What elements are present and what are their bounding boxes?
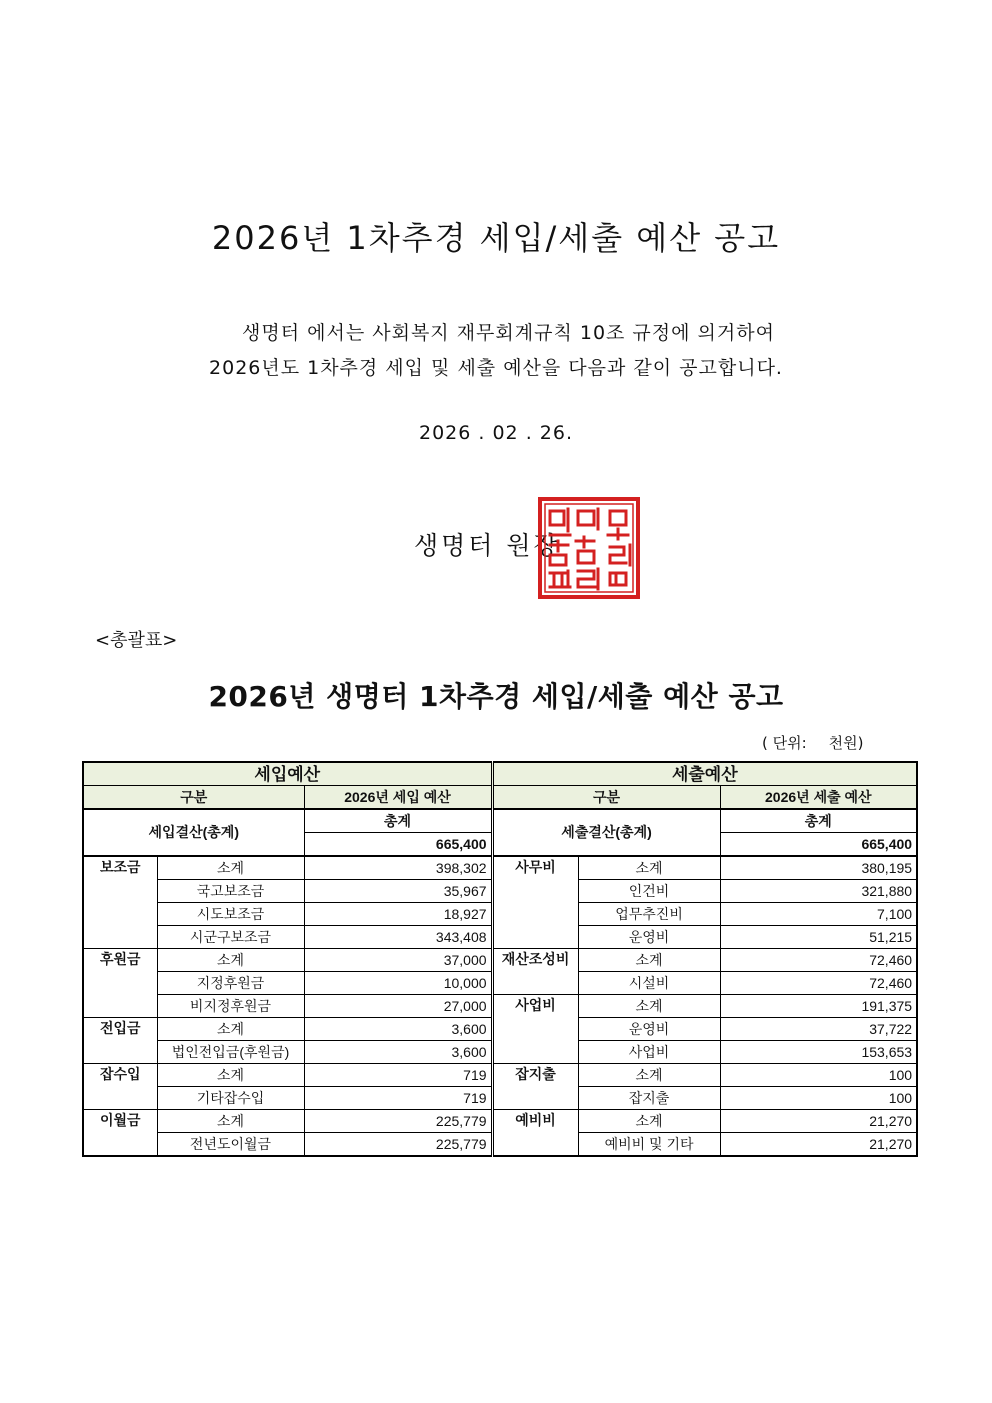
revenue-item: 소계 <box>157 1018 304 1041</box>
revenue-budget-header: 2026년 세입 예산 <box>304 786 492 810</box>
expense-item: 사업비 <box>578 1041 720 1064</box>
revenue-value: 27,000 <box>304 995 492 1018</box>
expense-value: 51,215 <box>720 926 917 949</box>
expense-value: 21,270 <box>720 1110 917 1133</box>
revenue-category: 전입금 <box>83 1018 157 1064</box>
expense-value: 37,722 <box>720 1018 917 1041</box>
revenue-item: 비지정후원금 <box>157 995 304 1018</box>
table-row <box>83 949 917 972</box>
revenue-category-header: 구분 <box>83 786 304 810</box>
revenue-item: 시도보조금 <box>157 903 304 926</box>
expense-budget-header: 2026년 세출 예산 <box>720 786 917 810</box>
expense-total-value: 665,400 <box>720 833 917 857</box>
revenue-item: 소계 <box>157 856 304 880</box>
expense-item: 소계 <box>578 995 720 1018</box>
expense-category: 사업비 <box>492 995 578 1064</box>
revenue-value: 719 <box>304 1064 492 1087</box>
summary-label: <총괄표> <box>95 630 178 651</box>
revenue-item: 국고보조금 <box>157 880 304 903</box>
revenue-item: 소계 <box>157 1064 304 1087</box>
table-row <box>83 856 917 880</box>
expense-item: 시설비 <box>578 972 720 995</box>
expense-value: 21,270 <box>720 1133 917 1157</box>
expense-value: 72,460 <box>720 949 917 972</box>
revenue-item: 시군구보조금 <box>157 926 304 949</box>
revenue-value: 225,779 <box>304 1133 492 1157</box>
revenue-category: 보조금 <box>83 856 157 949</box>
expense-section-header: 세출예산 <box>492 762 917 786</box>
revenue-value: 3,600 <box>304 1018 492 1041</box>
expense-item: 소계 <box>578 1110 720 1133</box>
revenue-value: 343,408 <box>304 926 492 949</box>
expense-item: 인건비 <box>578 880 720 903</box>
revenue-item: 소계 <box>157 949 304 972</box>
revenue-category: 잡수입 <box>83 1064 157 1110</box>
expense-value: 7,100 <box>720 903 917 926</box>
expense-category: 잡지출 <box>492 1064 578 1110</box>
unit-note-close: 천원) <box>828 734 864 752</box>
intro-line-2: 2026년도 1차추경 세입 및 세출 예산을 다음과 같이 공고합니다. <box>209 357 783 379</box>
expense-item: 소계 <box>578 1064 720 1087</box>
expense-value: 380,195 <box>720 856 917 880</box>
expense-item: 잡지출 <box>578 1087 720 1110</box>
expense-item: 소계 <box>578 856 720 880</box>
expense-category-header: 구분 <box>492 786 720 810</box>
table-row <box>83 1110 917 1133</box>
revenue-item: 전년도이월금 <box>157 1133 304 1157</box>
expense-total-word: 총계 <box>720 809 917 833</box>
revenue-item: 지정후원금 <box>157 972 304 995</box>
revenue-item: 소계 <box>157 1110 304 1133</box>
expense-item: 운영비 <box>578 1018 720 1041</box>
table-row <box>83 995 917 1018</box>
revenue-category: 이월금 <box>83 1110 157 1157</box>
revenue-total-value: 665,400 <box>304 833 492 857</box>
expense-total-label: 세출결산(총계) <box>492 809 720 856</box>
revenue-value: 37,000 <box>304 949 492 972</box>
table-title: 2026년 생명터 1차추경 세입/세출 예산 공고 <box>208 680 784 713</box>
unit-note-open: ( 단위: <box>762 734 807 752</box>
expense-item: 예비비 및 기타 <box>578 1133 720 1157</box>
expense-category: 재산조성비 <box>492 949 578 995</box>
revenue-value: 398,302 <box>304 856 492 880</box>
expense-value: 191,375 <box>720 995 917 1018</box>
signer-name: 생명터 원장 <box>414 531 561 560</box>
notice-date: 2026 . 02 . 26. <box>419 422 573 444</box>
expense-item: 업무추진비 <box>578 903 720 926</box>
expense-value: 321,880 <box>720 880 917 903</box>
expense-category: 예비비 <box>492 1110 578 1157</box>
revenue-value: 35,967 <box>304 880 492 903</box>
expense-item: 소계 <box>578 949 720 972</box>
revenue-value: 719 <box>304 1087 492 1110</box>
expense-value: 153,653 <box>720 1041 917 1064</box>
revenue-value: 3,600 <box>304 1041 492 1064</box>
revenue-category: 후원금 <box>83 949 157 1018</box>
official-seal-stamp <box>538 497 640 599</box>
revenue-value: 18,927 <box>304 903 492 926</box>
revenue-section-header: 세입예산 <box>83 762 492 786</box>
expense-value: 72,460 <box>720 972 917 995</box>
revenue-total-label: 세입결산(총계) <box>83 809 304 856</box>
expense-item: 운영비 <box>578 926 720 949</box>
table-row <box>83 1064 917 1087</box>
expense-category: 사무비 <box>492 856 578 949</box>
expense-value: 100 <box>720 1087 917 1110</box>
expense-value: 100 <box>720 1064 917 1087</box>
revenue-item: 기타잡수입 <box>157 1087 304 1110</box>
unit-note <box>762 732 886 753</box>
budget-table <box>82 761 918 1157</box>
intro-line-1: 생명터 에서는 사회복지 재무회계규칙 10조 규정에 의거하여 <box>242 322 775 344</box>
revenue-value: 225,779 <box>304 1110 492 1133</box>
revenue-item: 법인전입금(후원금) <box>157 1041 304 1064</box>
revenue-value: 10,000 <box>304 972 492 995</box>
revenue-total-word: 총계 <box>304 809 492 833</box>
notice-title: 2026년 1차추경 세입/세출 예산 공고 <box>211 219 781 257</box>
